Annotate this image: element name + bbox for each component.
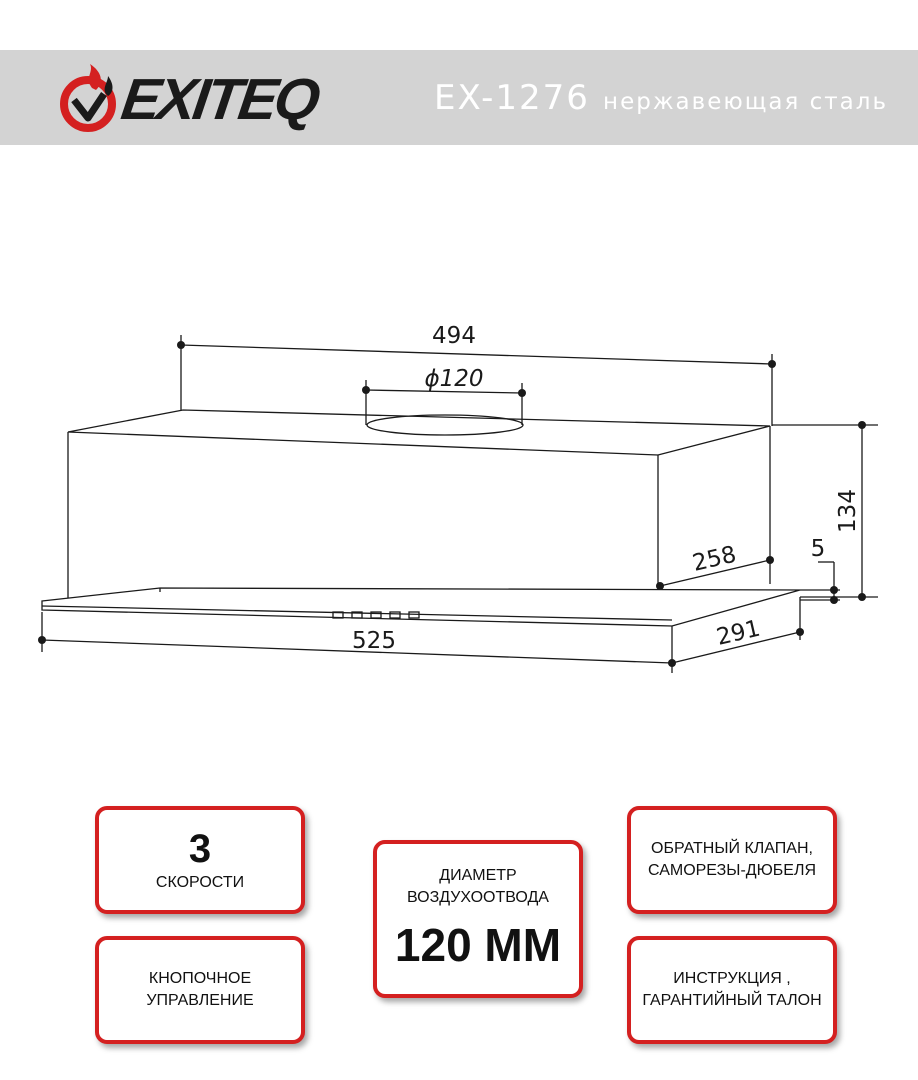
accessories-line2: САМОРЕЗЫ-ДЮБЕЛЯ [647,862,817,879]
duct-value: 120 ММ [394,919,562,971]
dim-top-width: 494 [432,323,476,349]
model-material: нержавеющая сталь [603,89,888,115]
control-line2: УПРАВЛЕНИЕ [146,992,254,1009]
dim-total-depth: 291 [714,615,763,651]
bottom-panel [42,588,800,626]
feature-accessories-card [627,806,837,914]
dim-front-width: 525 [352,628,396,654]
dim-panel-thickness: 5 [810,536,826,562]
duct-opening [367,415,523,435]
dim-duct-diameter: ϕ120 [424,366,484,392]
documents-line2: ГАРАНТИЙНЫЙ ТАЛОН [642,992,822,1009]
control-button-5 [409,612,419,618]
feature-duct-card [373,840,583,998]
control-button-4 [390,612,400,618]
brand-name: EXITEQ [117,67,322,132]
feature-documents-card [627,936,837,1044]
accessories-line1: ОБРАТНЫЙ КЛАПАН, [651,840,813,857]
duct-line1: ДИАМЕТР [439,867,517,884]
documents-line1: ИНСТРУКЦИЯ , [673,970,791,987]
control-line1: КНОПОЧНОЕ [148,970,252,987]
feature-control-card [95,936,305,1044]
dim-height: 134 [835,489,861,533]
speeds-value: 3 [188,827,212,871]
speeds-label: СКОРОСТИ [155,874,245,891]
hood-top-face [68,410,770,455]
duct-line2: ВОЗДУХООТВОДА [407,889,549,906]
model-code: EX-1276 [434,78,590,118]
feature-speeds-card [95,806,305,914]
dim-inner-depth: 258 [690,541,739,577]
